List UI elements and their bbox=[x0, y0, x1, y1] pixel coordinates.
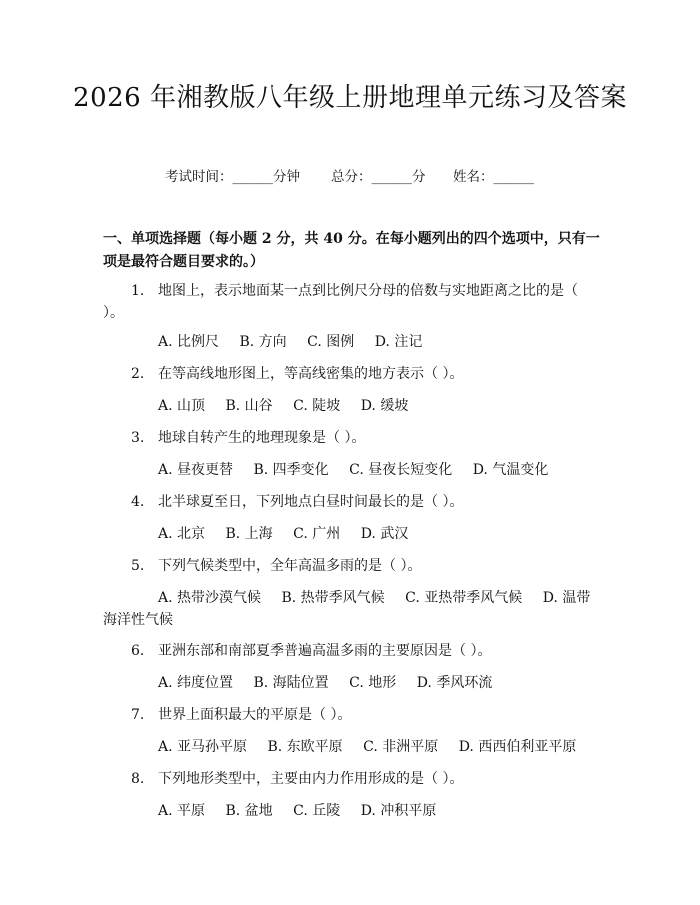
option-d: D. 注记 bbox=[374, 334, 423, 350]
question-stem: 世界上面积最大的平原是（ ）。 bbox=[158, 707, 352, 723]
question-number: 3. bbox=[131, 430, 145, 446]
option-a: A. 纬度位置 bbox=[158, 675, 234, 691]
option-d: D. 季风环流 bbox=[416, 675, 493, 691]
question-stem: 下列地形类型中，主要由内力作用形成的是（ ）。 bbox=[158, 771, 464, 787]
question-3 bbox=[103, 427, 598, 449]
option-c: C. 亚热带季风气候 bbox=[405, 590, 523, 606]
question-number: 5. bbox=[131, 558, 145, 574]
question-8-options bbox=[103, 800, 598, 822]
option-c: C. 昼夜长短变化 bbox=[349, 462, 453, 478]
question-2-options bbox=[103, 395, 598, 417]
question-6 bbox=[103, 640, 598, 662]
question-7 bbox=[103, 704, 598, 726]
option-a: A. 比例尺 bbox=[158, 334, 220, 350]
section-heading: 一、单项选择题（每小题 2 分，共 40 分。在每小题列出的四个选项中，只有一项是最符合题目要求的。） bbox=[103, 231, 600, 270]
option-a: A. 平原 bbox=[158, 803, 206, 819]
option-b: B. 盆地 bbox=[225, 803, 273, 819]
question-stem: 亚洲东部和南部夏季普遍高温多雨的主要原因是（ ）。 bbox=[158, 643, 492, 659]
option-d: D. 西西伯利亚平原 bbox=[458, 739, 577, 755]
option-d: D. 温带海洋性气候 bbox=[103, 590, 591, 628]
question-4 bbox=[103, 491, 598, 513]
option-b: B. 四季变化 bbox=[253, 462, 329, 478]
question-5-options bbox=[103, 587, 598, 631]
question-number: 1. bbox=[131, 283, 145, 299]
total-score-field: 总分：______分 bbox=[331, 169, 426, 185]
option-c: C. 地形 bbox=[349, 675, 397, 691]
option-a: A. 亚马孙平原 bbox=[158, 739, 248, 755]
question-6-options bbox=[103, 672, 598, 694]
question-stem: 北半球夏至日，下列地点白昼时间最长的是（ ）。 bbox=[158, 494, 464, 510]
question-7-options bbox=[103, 736, 598, 758]
option-d: D. 冲积平原 bbox=[360, 803, 437, 819]
option-a: A. 山顶 bbox=[158, 398, 206, 414]
question-3-options bbox=[103, 459, 598, 481]
question-2 bbox=[103, 363, 598, 385]
option-c: C. 陡坡 bbox=[293, 398, 341, 414]
option-b: B. 热带季风气候 bbox=[281, 590, 385, 606]
option-c: C. 图例 bbox=[307, 334, 355, 350]
question-4-options bbox=[103, 523, 598, 545]
exam-time-field: 考试时间：______分钟 bbox=[165, 169, 300, 185]
question-number: 8. bbox=[131, 771, 145, 787]
option-c: C. 丘陵 bbox=[293, 803, 341, 819]
question-stem: 下列气候类型中，全年高温多雨的是（ ）。 bbox=[158, 558, 422, 574]
option-a: A. 昼夜更替 bbox=[158, 462, 234, 478]
option-b: B. 方向 bbox=[239, 334, 287, 350]
question-number: 4. bbox=[131, 494, 145, 510]
question-1 bbox=[103, 280, 598, 324]
question-1-options bbox=[103, 331, 598, 353]
question-number: 7. bbox=[131, 707, 145, 723]
question-8 bbox=[103, 768, 598, 790]
option-d: D. 气温变化 bbox=[472, 462, 549, 478]
question-number: 2. bbox=[131, 366, 145, 382]
student-name-field: 姓名：______ bbox=[453, 169, 534, 185]
option-c: C. 广州 bbox=[293, 526, 341, 542]
option-a: A. 北京 bbox=[158, 526, 206, 542]
option-d: D. 缓坡 bbox=[360, 398, 409, 414]
question-stem: 在等高线地形图上，等高线密集的地方表示（ ）。 bbox=[158, 366, 464, 382]
option-b: B. 山谷 bbox=[225, 398, 273, 414]
option-b: B. 东欧平原 bbox=[267, 739, 343, 755]
question-number: 6. bbox=[131, 643, 145, 659]
option-c: C. 非洲平原 bbox=[363, 739, 439, 755]
option-d: D. 武汉 bbox=[360, 526, 409, 542]
question-5 bbox=[103, 555, 598, 577]
option-a: A. 热带沙漠气候 bbox=[158, 590, 262, 606]
question-stem: 地图上，表示地面某一点到比例尺分母的倍数与实地距离之比的是（ ）。 bbox=[103, 283, 578, 321]
option-b: B. 海陆位置 bbox=[253, 675, 329, 691]
option-b: B. 上海 bbox=[225, 526, 273, 542]
question-stem: 地球自转产生的地理现象是（ ）。 bbox=[158, 430, 366, 446]
document-title: 2026 年湘教版八年级上册地理单元练习及答案 bbox=[73, 83, 627, 113]
